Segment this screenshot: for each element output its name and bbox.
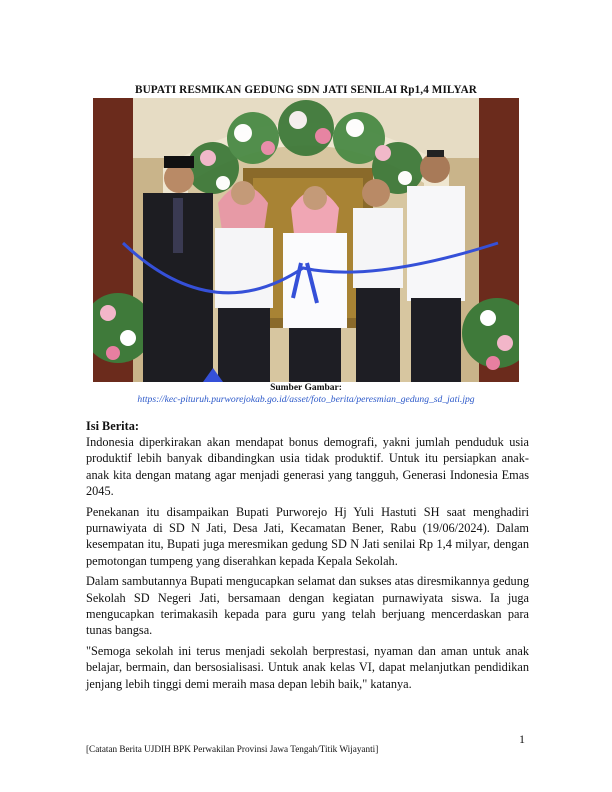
image-source-link[interactable]: https://kec-pituruh.purworejokab.go.id/asset/foto_berita/peresmian_gedung_sd_jati.jpg xyxy=(137,394,475,405)
paragraph: Penekanan itu disampaikan Bupati Purworejo Hj Yuli Hastuti SH saat menghadiri purnawiyata di SD N Jati, Desa Jati, Kecamatan Bener, Rabu (19/06/2024). Dalam kesempatan itu, Bupati juga meresmikan gedung SD N Jati senilai Rp 1,4 milyar, dengan pemotongan tumpeng yang diserahkan kepada Kepala Sekolah. xyxy=(86,504,529,568)
image-caption-label: Sumber Gambar: xyxy=(270,383,342,393)
paragraph: Dalam sambutannya Bupati mengucapkan selamat dan sukses atas diresmikannya gedung Sekolah SD Negeri Jati, bersamaan dengan kegiatan purnawiyata siswa. Ia juga mengucapkan terimakasih kepada para guru yang telah berjuang mencerdaskan para tunas bangsa. xyxy=(86,574,529,638)
footer-note: [Catatan Berita UJDIH BPK Perwakilan Provinsi Jawa Tengah/Titik Wijayanti] xyxy=(86,744,379,754)
page-number: 1 xyxy=(519,732,525,746)
paragraph: Indonesia diperkirakan akan mendapat bonus demografi, yakni jumlah penduduk usia produktif lebih banyak dibandingkan usia tidak produktif. Untuk itu persiapkan anak-anak kita dengan matang agar menjadi generasi yang tangguh, Generasi Indonesia Emas 2045. xyxy=(86,435,529,499)
article-body xyxy=(86,434,529,696)
paragraph: "Semoga sekolah ini terus menjadi sekolah berprestasi, nyaman dan aman untuk anak belajar, bermain, dan bersosialisasi. Untuk anak kelas VI, dapat melanjutkan pendidikan jenjang lebih tinggi demi meraih masa depan lebih baik," katanya. xyxy=(86,643,529,691)
document-title: BUPATI RESMIKAN GEDUNG SDN JATI SENILAI Rp1,4 MILYAR xyxy=(135,84,477,96)
section-heading: Isi Berita: xyxy=(86,419,139,433)
ribbon-cutting-photo xyxy=(93,98,519,382)
